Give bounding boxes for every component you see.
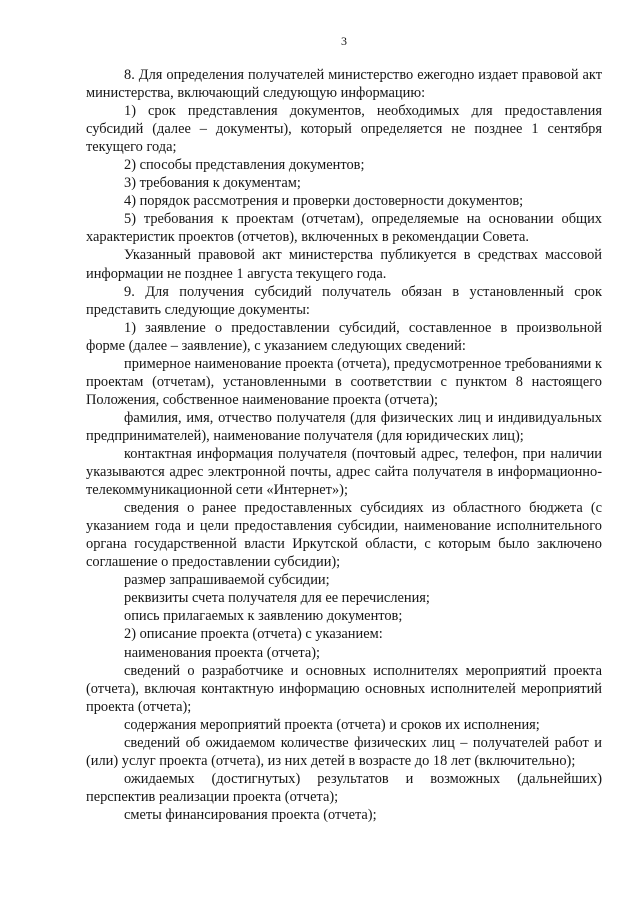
paragraph: 2) способы представления документов; <box>124 157 365 174</box>
paragraph: 5) требования к проектам (отчетам), определяемые на основании общих характеристик проектов (отчетов), включенных в рекомендации Совета. <box>86 211 602 246</box>
paragraph: 8. Для определения получателей министерство ежегодно издает правовой акт министерства, включающий следующую информацию: <box>86 67 602 102</box>
document-body <box>86 66 602 824</box>
paragraph: содержания мероприятий проекта (отчета) и сроков их исполнения; <box>124 716 540 733</box>
paragraph: контактная информация получателя (почтовый адрес, телефон, при наличии указываются адрес электронной почты, адрес сайта получателя в информационно-телекоммуникационной сети «Интернет»); <box>86 445 602 499</box>
paragraph: ожидаемых (достигнутых) результатов и возможных (дальнейших) перспектив реализации проекта (отчета); <box>86 770 602 805</box>
paragraph: 4) порядок рассмотрения и проверки достоверности документов; <box>124 193 524 210</box>
paragraph: 1) заявление о предоставлении субсидий, составленное в произвольной форме (далее – заявление), с указанием следующих сведений: <box>86 319 602 354</box>
paragraph: сведения о ранее предоставленных субсидиях из областного бюджета (с указанием года и цели предоставления субсидии, наименование исполнительного органа государственной власти Иркутской области, с которым было заключено соглашение о предоставлении субсидии); <box>86 500 602 571</box>
page-number: 3 <box>341 34 347 48</box>
paragraph: сметы финансирования проекта (отчета); <box>124 806 377 823</box>
paragraph: опись прилагаемых к заявлению документов; <box>124 608 403 625</box>
paragraph: сведений об ожидаемом количестве физических лиц – получателей работ и (или) услуг проекта (отчета), из них детей в возрасте до 18 лет (включительно); <box>86 734 602 769</box>
paragraph: примерное наименование проекта (отчета), предусмотренное требованиями к проектам (отчетам), установленными в соответствии с пунктом 8 настоящего Положения, собственное наименование проекта (отчета); <box>86 355 602 408</box>
paragraph: реквизиты счета получателя для ее перечисления; <box>124 590 430 607</box>
paragraph: сведений о разработчике и основных исполнителях мероприятий проекта (отчета), включая контактную информацию основных исполнителей мероприятий проекта (отчета); <box>86 662 602 715</box>
paragraph: 2) описание проекта (отчета) с указанием: <box>124 626 383 643</box>
paragraph: 3) требования к документам; <box>124 175 301 192</box>
paragraph: фамилия, имя, отчество получателя (для физических лиц и индивидуальных предпринимателей), наименование получателя (для юридических лиц); <box>86 409 602 444</box>
paragraph: Указанный правовой акт министерства публикуется в средствах массовой информации не позднее 1 августа текущего года. <box>86 247 602 282</box>
paragraph: размер запрашиваемой субсидии; <box>124 572 330 589</box>
paragraph: наименования проекта (отчета); <box>124 644 321 661</box>
paragraph: 1) срок представления документов, необходимых для предоставления субсидий (далее – документы), который определяется не позднее 1 сентября текущего года; <box>86 103 602 156</box>
paragraph: 9. Для получения субсидий получатель обязан в установленный срок представить следующие документы: <box>86 283 602 318</box>
